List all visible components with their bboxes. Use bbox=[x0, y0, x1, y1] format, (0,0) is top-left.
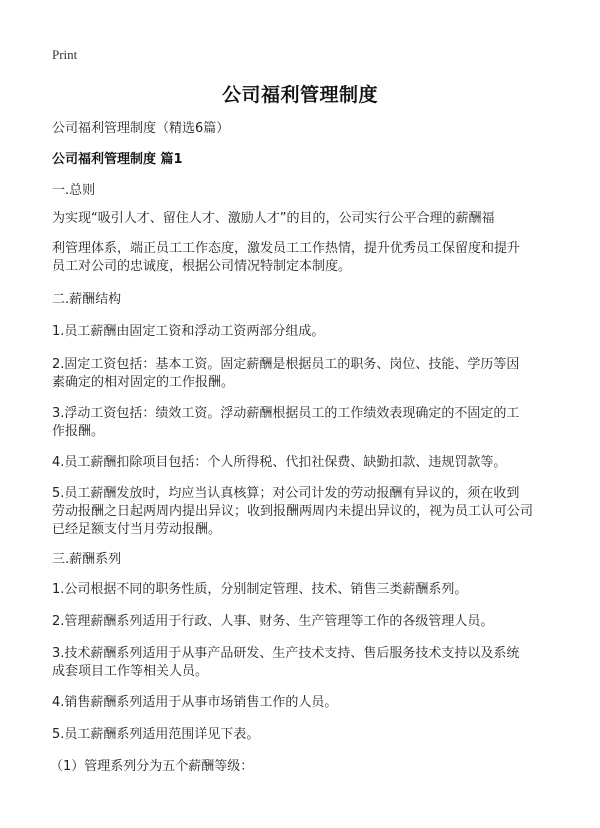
paragraph-line: 3.浮动工资包括：绩效工资。浮动薪酬根据员工的工作绩效表现确定的不固定的工 bbox=[52, 406, 520, 421]
paragraph-line: 4.销售薪酬系列适用于从事市场销售工作的人员。 bbox=[52, 695, 338, 710]
paragraph-line: 利管理体系，端正员工工作态度，激发员工工作热情，提升优秀员工保留度和提升 bbox=[52, 241, 521, 256]
paragraph-line: 素确定的相对固定的工作报酬。 bbox=[52, 375, 235, 390]
document-subtitle: 公司福利管理制度（精选6篇） bbox=[52, 121, 230, 136]
article-heading: 公司福利管理制度 篇1 bbox=[52, 152, 183, 167]
print-label: Print bbox=[52, 47, 78, 62]
paragraph-line: 1.公司根据不同的职务性质，分别制定管理、技术、销售三类薪酬系列。 bbox=[52, 582, 468, 597]
paragraph-line: 2.固定工资包括：基本工资。固定薪酬是根据员工的职务、岗位、技能、学历等因 bbox=[52, 357, 520, 372]
paragraph-line: 劳动报酬之日起两周内提出异议；收到报酬两周内未提出异议的，视为员工认可公司 bbox=[52, 504, 534, 519]
paragraph-line: 2.管理薪酬系列适用于行政、人事、财务、生产管理等工作的各级管理人员。 bbox=[52, 614, 494, 629]
section-heading-salary-structure: 二.薪酬结构 bbox=[52, 292, 122, 307]
document-title: 公司福利管理制度 bbox=[221, 84, 378, 106]
paragraph-line: 3.技术薪酬系列适用于从事产品研发、生产技术支持、售后服务技术支持以及系统 bbox=[52, 646, 520, 661]
section-heading-salary-series: 三.薪酬系列 bbox=[52, 552, 122, 567]
paragraph-line: 为实现“吸引人才、留住人才、激励人才”的目的，公司实行公平合理的薪酬福 bbox=[52, 211, 495, 226]
section-heading-general: 一.总则 bbox=[52, 183, 96, 198]
paragraph-line: 5.员工薪酬系列适用范围详见下表。 bbox=[52, 727, 260, 742]
paragraph-line: 成套项目工作等相关人员。 bbox=[52, 664, 209, 679]
paragraph-line: 5.员工薪酬发放时，均应当认真核算；对公司计发的劳动报酬有异议的，须在收到 bbox=[52, 486, 520, 501]
paragraph-line: 4.员工薪酬扣除项目包括：个人所得税、代扣社保费、缺勤扣款、违规罚款等。 bbox=[52, 455, 507, 470]
paragraph-line: 1.员工薪酬由固定工资和浮动工资两部分组成。 bbox=[52, 324, 325, 339]
paragraph-line: 员工对公司的忠诚度，根据公司情况特制定本制度。 bbox=[52, 259, 352, 274]
paragraph-line: 作报酬。 bbox=[52, 424, 105, 439]
paragraph-line: 已经足额支付当月劳动报酬。 bbox=[52, 522, 222, 537]
paragraph-line: （1）管理系列分为五个薪酬等级： bbox=[50, 759, 254, 774]
